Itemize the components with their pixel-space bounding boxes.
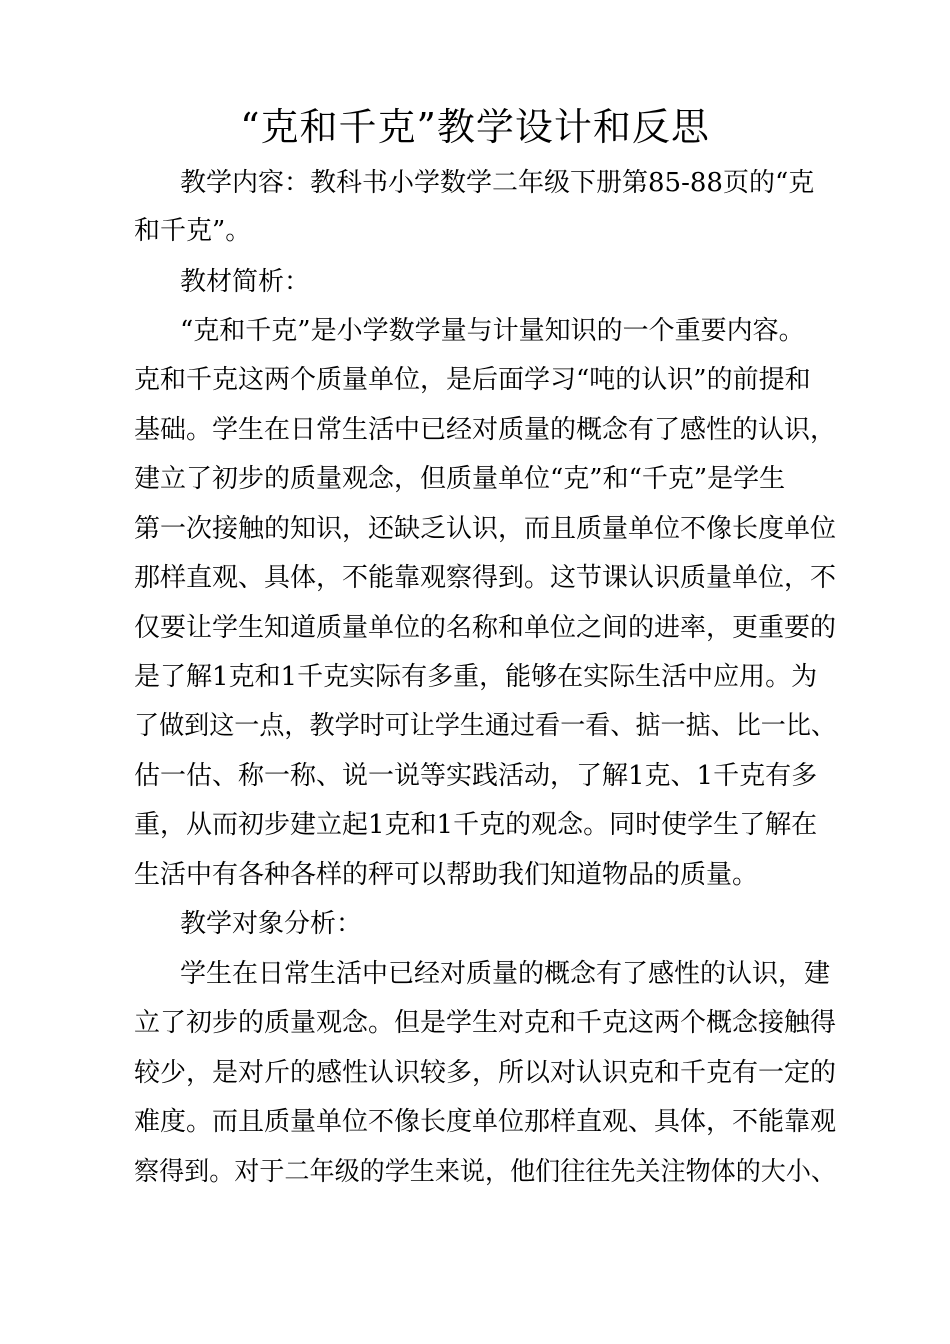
text-line: 和千克”。 xyxy=(134,216,252,246)
text-line: 建立了初步的质量观念，但质量单位“克”和“千克”是学生 xyxy=(134,464,786,494)
text-line: 是了解1克和1千克实际有多重，能够在实际生活中应用。为 xyxy=(134,662,818,692)
text-line: 仅要让学生知道质量单位的名称和单位之间的进率，更重要的 xyxy=(134,613,837,643)
text-line: 重，从而初步建立起1克和1千克的观念。同时使学生了解在 xyxy=(134,810,818,840)
text-line: 察得到。对于二年级的学生来说，他们往往先关注物体的大小、 xyxy=(134,1157,837,1187)
text-line: 较少，是对斤的感性认识较多，所以对认识克和千克有一定的 xyxy=(134,1058,837,1088)
text-line: 立了初步的质量观念。但是学生对克和千克这两个概念接触得 xyxy=(134,1008,837,1038)
text-line: 学生在日常生活中已经对质量的概念有了感性的认识，建 xyxy=(180,959,831,989)
text-line: 难度。而且质量单位不像长度单位那样直观、具体，不能靠观 xyxy=(134,1107,837,1137)
text-line: 基础。学生在日常生活中已经对质量的概念有了感性的认识， xyxy=(134,415,837,445)
text-line: 了做到这一点，教学时可让学生通过看一看、掂一掂、比一比、 xyxy=(134,711,837,741)
section-heading: 教学对象分析： xyxy=(180,909,363,939)
text-line: 估一估、称一称、说一说等实践活动，了解1克、1千克有多 xyxy=(134,761,818,791)
text-line: 克和千克这两个质量单位，是后面学习“吨的认识”的前提和 xyxy=(134,365,811,395)
section-heading: 教材简析： xyxy=(180,267,311,297)
text-line: 第一次接触的知识，还缺乏认识，而且质量单位不像长度单位 xyxy=(134,514,837,544)
text-line: 教学内容：教科书小学数学二年级下册第85-88页的“克 xyxy=(180,168,815,198)
text-line: 那样直观、具体，不能靠观察得到。这节课认识质量单位，不 xyxy=(134,563,837,593)
text-line: 生活中有各种各样的秤可以帮助我们知道物品的质量。 xyxy=(134,860,759,890)
text-line: “克和千克”是小学数学量与计量知识的一个重要内容。 xyxy=(180,316,805,346)
document-title: “克和千克”教学设计和反思 xyxy=(240,105,710,149)
